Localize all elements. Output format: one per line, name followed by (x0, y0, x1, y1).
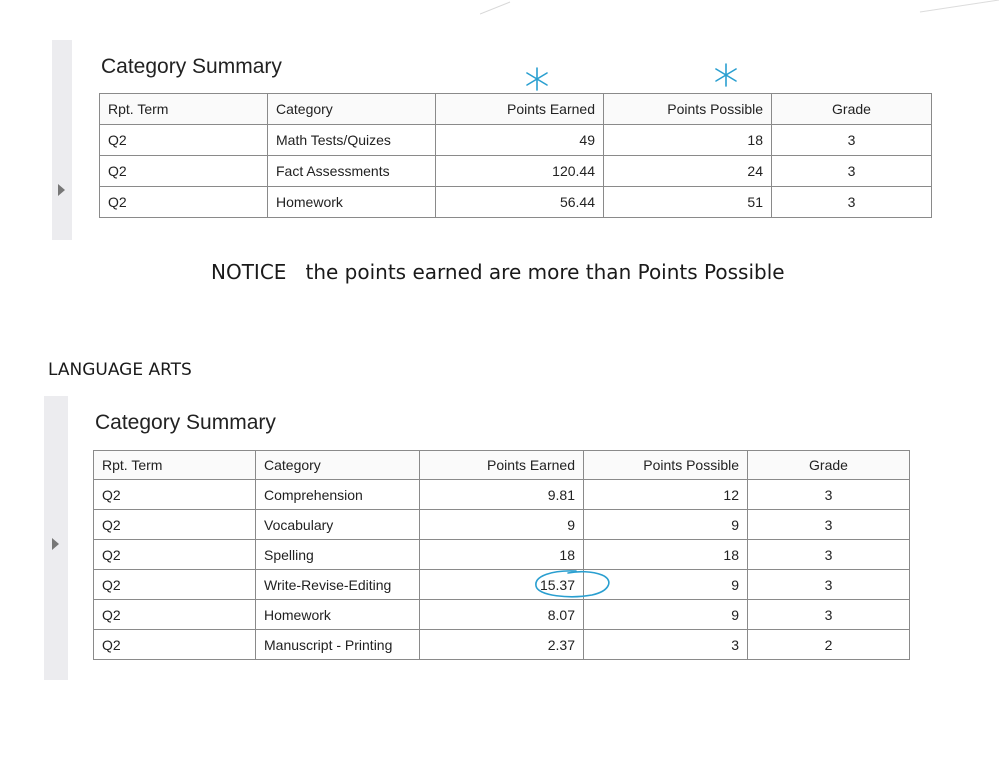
points-possible-cell: 3 (584, 630, 748, 660)
rpt-term-cell: Q2 (94, 510, 256, 540)
category-summary-title: Category Summary (101, 55, 282, 78)
circled-points-earned (540, 577, 575, 593)
points-earned-cell: 120.44 (436, 156, 604, 187)
table-row (94, 600, 910, 630)
rpt-term-cell: Q2 (100, 156, 268, 187)
table-row (94, 630, 910, 660)
points-earned-cell: 18 (420, 540, 584, 570)
category-cell: Homework (268, 187, 436, 218)
table-row (94, 480, 910, 510)
rpt-term-cell: Q2 (94, 630, 256, 660)
rpt-term-cell: Q2 (94, 600, 256, 630)
column-header-rpt-term: Rpt. Term (100, 94, 268, 125)
notice-text (211, 260, 785, 284)
table-row (94, 510, 910, 540)
points-earned-cell: 9.81 (420, 480, 584, 510)
category-cell: Homework (256, 600, 420, 630)
column-header-grade: Grade (748, 451, 910, 480)
grade-cell: 3 (748, 540, 910, 570)
table-row (94, 540, 910, 570)
category-cell: Vocabulary (256, 510, 420, 540)
language-arts-heading: LANGUAGE ARTS (48, 360, 192, 380)
grade-cell: 3 (772, 156, 932, 187)
points-earned-value: 15.37 (539, 576, 575, 593)
column-header-points-possible: Points Possible (604, 94, 772, 125)
points-possible-cell: 12 (584, 480, 748, 510)
column-header-category: Category (256, 451, 420, 480)
rpt-term-cell: Q2 (100, 125, 268, 156)
rpt-term-cell: Q2 (94, 540, 256, 570)
points-possible-cell: 9 (584, 600, 748, 630)
points-earned-asterisk (524, 66, 550, 92)
category-cell: Comprehension (256, 480, 420, 510)
grade-cell: 3 (748, 510, 910, 540)
table-header-row (94, 451, 910, 480)
column-header-grade: Grade (772, 94, 932, 125)
points-possible-cell: 18 (584, 540, 748, 570)
expand-arrow-icon[interactable] (58, 184, 65, 196)
grade-cell: 3 (748, 570, 910, 600)
column-header-rpt-term: Rpt. Term (94, 451, 256, 480)
table-row (94, 570, 910, 600)
points-earned-cell: 8.07 (420, 600, 584, 630)
math-category-table (99, 93, 932, 218)
rpt-term-cell: Q2 (94, 570, 256, 600)
points-earned-cell (420, 570, 584, 600)
expand-arrow-icon[interactable] (52, 538, 59, 550)
category-cell: Fact Assessments (268, 156, 436, 187)
grade-cell: 3 (772, 125, 932, 156)
points-earned-cell: 49 (436, 125, 604, 156)
points-possible-cell: 9 (584, 510, 748, 540)
points-earned-cell: 9 (420, 510, 584, 540)
notice-label: NOTICE (211, 260, 287, 284)
category-cell: Spelling (256, 540, 420, 570)
rpt-term-cell: Q2 (100, 187, 268, 218)
category-summary-title: Category Summary (95, 411, 276, 434)
table-row (100, 187, 932, 218)
grade-cell: 3 (748, 480, 910, 510)
notice-body: the points earned are more than Points Possible (305, 260, 785, 284)
grade-cell: 3 (772, 187, 932, 218)
points-earned-cell: 56.44 (436, 187, 604, 218)
language-arts-category-table (93, 450, 910, 660)
points-possible-asterisk (713, 62, 739, 88)
points-earned-cell: 2.37 (420, 630, 584, 660)
column-header-points-possible: Points Possible (584, 451, 748, 480)
grade-cell: 2 (748, 630, 910, 660)
table-header-row (100, 94, 932, 125)
category-cell: Manuscript - Printing (256, 630, 420, 660)
category-cell: Write-Revise-Editing (256, 570, 420, 600)
points-possible-cell: 18 (604, 125, 772, 156)
left-margin-shade (52, 40, 72, 240)
table-row (100, 156, 932, 187)
category-cell: Math Tests/Quizes (268, 125, 436, 156)
points-possible-cell: 24 (604, 156, 772, 187)
column-header-category: Category (268, 94, 436, 125)
column-header-points-earned: Points Earned (420, 451, 584, 480)
table-row (100, 125, 932, 156)
scan-edge-mark (480, 0, 999, 20)
column-header-points-earned: Points Earned (436, 94, 604, 125)
grade-cell: 3 (748, 600, 910, 630)
rpt-term-cell: Q2 (94, 480, 256, 510)
points-possible-cell: 9 (584, 570, 748, 600)
points-possible-cell: 51 (604, 187, 772, 218)
